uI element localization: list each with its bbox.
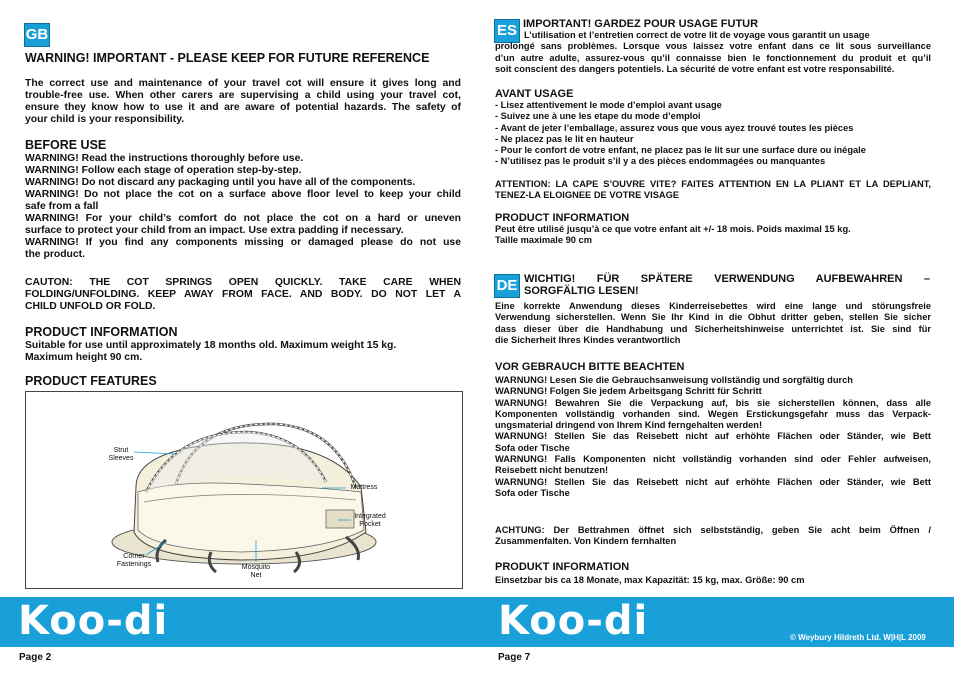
de-vor-title: VOR GEBRAUCH BITTE BEACHTEN [495,361,685,373]
warning-title: WARNING! IMPORTANT - PLEASE KEEP FOR FUTURE REFERENCE [25,51,430,65]
label-corner-fastenings: Corner Fastenings [116,553,152,568]
label-mattress: Mattress [350,484,378,491]
product-info-text: Suitable for use until approximately 18 months old. Maximum weight 15 kg. Maximum height 90 cm. [25,340,397,363]
caution-text: CAUTON: THE COT SPRINGS OPEN QUICKLY. TAKE CARE WHEN FOLDING/UNFOLDING. KEEP AWAY FROM FACE. AND BODY. DO NOT LET A CHILD UNFOLD OR FOLD. [25,277,461,312]
de-title: WICHTIG! FÜR SPÄTERE VERWENDUNG AUFBEWAHREN – SORGFÄLTIG LESEN! [524,273,930,297]
de-info-title: PRODUKT INFORMATION [495,561,630,573]
de-achtung: ACHTUNG: Der Bettrahmen öffnet sich selbstständig, geben Sie acht beim Öffnen / Zusammenfalten. Von Kindern fernhalten [495,525,931,547]
product-features-figure [25,391,463,589]
koodi-logo-right: Koo-di [498,598,649,644]
fr-intro: L’utilisation et l’entretien correct de votre lit de voyage vous garantit un usage prolongé sans problèmes. Lorsque vous laissez votre enfant dans ce lit sous surveillance d’un autre adulte, assurez-vous qu’il connaisse bien le fonctionnement du produit et qu’il soit conscient des dangers potentiels. La sécurité de votre enfant est votre responsabilité. [495,30,931,74]
page-number-left: Page 2 [19,652,52,663]
language-badge-de: DE [494,274,520,298]
before-use-list: WARNING! Read the instructions thoroughly before use. WARNING! Follow each stage of operation step-by-step. WARNING! Do not discard any packaging until you have all of the components. WARNING! Do not place the cot on a surface above floor level to keep your child safe from a fall WARNING! For your child’s comfort do not place the cot on a hard or uneven surface to protect your child from an impact. Use extra padding if necessary. WARNING! If you find any components missing or damaged please do not use the product. [25,153,461,260]
label-strut-sleeves: Strut Sleeves [108,447,134,462]
fr-info-text: Peut être utilisé jusqu’à ce que votre enfant ait +/- 18 mois. Poids maximal 15 kg. Taille maximale 90 cm [495,224,851,246]
koodi-logo-left: Koo-di [18,598,169,644]
fr-info-title: PRODUCT INFORMATION [495,212,630,224]
fr-attention: ATTENTION: LA CAPE S’OUVRE VITE? FAITES ATTENTION EN LA PLIANT ET LA DEPLIANT, TENEZ-LA ELOIGNEE DE VOTRE VISAGE [495,179,931,201]
travel-cot-illustration [26,392,462,588]
intro-paragraph: The correct use and maintenance of your travel cot will ensure it gives long and trouble-free use. When other carers are supervising a child using your travel cot, ensure they know how to use it and are aware of potential hazards. The safety of your child is your responsibility. [25,78,461,125]
copyright: © Weybury Hildreth Ltd. W|H|L 2009 [790,633,926,642]
fr-avant-list: - Lisez attentivement le mode d’emploi avant usage - Suivez une à une les etape du mode d’emploi - Avant de jeter l’emballage, assurez vous que vous ayez trouvé toutes les pièces - Ne placez pas le lit en hauteur - Pour le confort de votre enfant, ne placez pas le lit sur une surface dure ou inégale - N’utilisez pas le produit s’il y a des pièces endommagées ou manquantes [495,100,866,167]
language-badge-gb: GB [24,23,50,47]
fr-avant-title: AVANT USAGE [495,88,574,100]
de-info-text: Einsetzbar bis ca 18 Monate, max Kapazität: 15 kg, max. Größe: 90 cm [495,575,805,585]
product-features-title: PRODUCT FEATURES [25,374,157,388]
label-mosquito-net: Mosquito Net [241,564,271,579]
page-number-right: Page 7 [498,652,531,663]
de-intro: Eine korrekte Anwendung dieses Kinderreisebettes wird eine lange und störungsfreie Verwendung sicherstellen. Wenn Sie Ihr Kind in die Obhut dritter geben, stellen Sie sicher dass dieser über die Handhabung und Sicherheitshinweise unterrichtet ist. Sie sind für die Sicherheit Ihres Kindes verantwortlich [495,301,931,345]
fr-title: IMPORTANT! GARDEZ POUR USAGE FUTUR [523,18,759,30]
language-badge-es: ES [494,19,520,43]
product-info-title: PRODUCT INFORMATION [25,325,178,339]
label-integrated-pocket: Integrated Pocket [354,513,386,528]
before-use-title: BEFORE USE [25,138,107,152]
de-vor-list: WARNUNG! Lesen Sie die Gebrauchsanweisung vollständig und sorgfältig durch WARNUNG! Folgen Sie jedem Arbeitsgang Schritt für Schritt WARNUNG! Bewahren Sie die Verpackung auf, bis sie sicherstellen können, dass alle Komponenten vollständig vorhanden sind. Wegen Erstickungsgefahr muss das Verpack- ungsmaterial dringend von Ihrem Kind ferngehalten werden! WARNUNG! Stellen Sie das Reisebett nicht auf erhöhte Flächen oder Ständer, wie Bett Sofa oder Tische WARNUNG! Falls Komponenten nicht vollständig vorhanden sind oder Fehler aufweisen, Reisebett nicht benutzen! WARNUNG! Stellen Sie das Reisebett nicht auf erhöhte Flächen oder Ständer, wie Bett Sofa oder Tische [495,375,931,498]
